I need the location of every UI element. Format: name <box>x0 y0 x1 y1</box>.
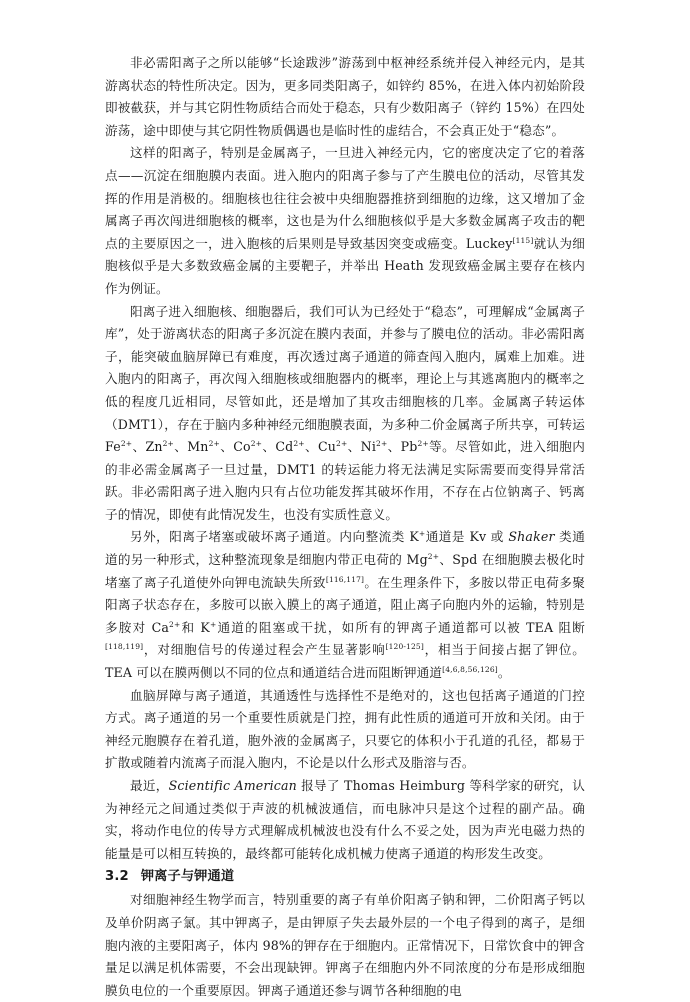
ion-charge: 2+ <box>250 439 263 449</box>
text-run: 。 <box>497 665 511 681</box>
citation: [4,6,8,56,126] <box>442 665 498 675</box>
text-run: 对细胞神经生物学而言，特别重要的离子有单价阳离子钠和钾，二价阳离子钙以及单价阴离子氯。其中钾离子，是由钾原子失去最外层的一个电子得到的离子，是细胞内液的主要阳离子，体内 98%的钾存在于细胞内。正常情况下，日常饮食中的钾含量足以满足机体需要，不会出现缺钾。钾离子在细胞内外不同浓度的分布是形成细胞膜负电位的一个重要原因。钾离子通道还参与调节各种细胞的电 <box>105 892 585 998</box>
paragraph-5 <box>105 685 585 775</box>
ion-charge: 2+ <box>120 439 133 449</box>
text-run: 血脑屏障与离子通道，其通透性与选择性不是绝对的，这也包括离子通道的门控方式。离子通道的另一个重要性质就是门控，拥有此性质的通道可开放和关闭。由于神经元胞膜存在着孔道，胞外液的金属离子，只要它的体积小于孔道的孔径，都易于扩散或随着内流离子而混入胞内，不论是以什么形式及脂溶与否。 <box>105 687 585 771</box>
document-page <box>105 52 585 1002</box>
text-run: ，对细胞信号的传递过程会产生显著影响 <box>143 642 386 658</box>
section-heading <box>105 865 585 889</box>
text-run: 通道的阻塞或干扰，如所有的钾离子通道都可以被 TEA 阻断 <box>216 619 585 635</box>
text-run: 阳离子进入细胞核、细胞器后，我们可认为已经处于“稳态”，可理解成“金属离子库”，处于游离状态的阳离子多沉淀在膜内表面，并参与了膜电位的活动。非必需阳离子，能突破血脑屏障已有难度，再次透过离子通道的筛查闯入胞内，属难上加难。进入胞内的阳离子，再次闯入细胞核或细胞器内的概率，理论上与其逃离胞内的概率之低的程度几近相同，尽管如此，还是增加了其攻击细胞核的几率。金属离子转运体（DMT1），存在于脑内多种神经元细胞膜表面，为多种二价金属离子所共享，可转运 Fe <box>105 303 585 455</box>
paragraph-6 <box>105 775 585 865</box>
text-run: 通道是 Kv 或 <box>425 529 509 545</box>
italic-term: Shaker <box>508 529 555 545</box>
ion-charge: 2+ <box>169 619 181 629</box>
paragraph-2 <box>105 142 585 300</box>
paragraph-1 <box>105 52 585 142</box>
text-run: 另外，阳离子堵塞或破坏离子通道。内向整流类 K <box>130 529 419 545</box>
text-run: 等。尽管如此，进入细胞内的非必需金属离子一旦过量，DMT1 的转运能力将无法满足实际需要而变得异常活跃。非必需阳离子进入胞内只有占位功能发挥其破坏作用，不存在占位钠离子、钙离子的情况，即使有此情况发生，也没有实质性意义。 <box>105 439 585 522</box>
ion-charge: + <box>210 619 217 629</box>
ion-charge: 2+ <box>162 439 174 449</box>
text-run: 报导了 Thomas Heimburg 等科学家的研究，认为神经元之间通过类似于声波的机械波通信，而电脉冲只是这个过程的副产品。确实，将动作电位的传导方式理解成机械波也没有什么不妥之处，因为声光电磁力热的能量是可以相互转换的，最终都可能转化成机械力使离子通道的构形发生改变。 <box>105 778 585 861</box>
ion-charge: + <box>418 529 426 539</box>
text-run: 、Co <box>219 439 251 455</box>
citation: [118,119] <box>105 642 144 652</box>
ion-charge: 2+ <box>208 439 220 449</box>
text-run: 、Spd 在细胞膜去极化时堵塞了离子孔道使外向钾电流缺失所致 <box>105 552 585 590</box>
text-run: 类通道的另一种形式，这种整流现象是细胞内带正电荷的 Mg <box>105 529 585 568</box>
paragraph-4 <box>105 526 585 684</box>
ion-charge: 2+ <box>427 552 440 562</box>
text-run: 这样的阳离子，特别是金属离子，一旦进入神经元内，它的密度决定了它的着落点——沉淀在细胞膜内表面。进入胞内的阳离子参与了产生膜电位的活动，尽管其发挥的作用是消极的。细胞核也往往会被中央细胞器推挤到细胞的边缘，这又增加了金属离子再次闯进细胞核的概率，这也是为什么细胞核似乎是大多数金属离子攻击的靶点的主要原因之一，进入胞核的后果则是导致基因突变或癌变。Luckey <box>105 145 585 251</box>
section-number: 3.2 <box>105 869 129 885</box>
text-run: 。在生理条件下，多胺以带正电荷多聚阳离子状态存在，多胺可以嵌入膜上的离子通道，阻止离子向胞内外的运输，特别是多胺对 Ca <box>105 574 585 635</box>
ion-charge: 2+ <box>293 439 305 449</box>
text-run: 、Pb <box>387 439 418 455</box>
text-run: 、Cd <box>262 439 294 455</box>
text-run: 、Mn <box>173 439 209 455</box>
section-title: 钾离子与钾通道 <box>140 869 235 885</box>
text-run: 就认为细胞核似乎是大多数致癌金属的主要靶子，并举出 Heath 发现致癌金属主要存在核内作为例证。 <box>105 235 585 296</box>
italic-term: Scientific American <box>168 778 297 793</box>
ion-charge: 2+ <box>376 439 388 449</box>
ion-charge: 2+ <box>417 439 429 449</box>
text-run: 、Cu <box>304 439 337 455</box>
paragraph-3 <box>105 301 585 527</box>
ion-charge: 2+ <box>336 439 348 449</box>
citation: [115] <box>512 235 534 245</box>
citation: [116,117] <box>325 574 365 584</box>
text-run: 最近， <box>130 778 169 793</box>
text-run: 、Zn <box>132 439 163 455</box>
citation: [120-125] <box>385 642 424 652</box>
text-run: 和 K <box>180 619 210 635</box>
text-run: 非必需阳离子之所以能够“长途跋涉”游荡到中枢神经系统并侵入神经元内，是其游离状态的特性所决定。因为，更多同类阳离子，如锌约 85%，在进入体内初始阶段即被截获，并与其它阴性物质结合而处于稳态，只有少数阳离子（锌约 15%）在四处游荡，途中即使与其它阴性物质偶遇也是临时性的虚结合，不会真正处于“稳态”。 <box>105 55 585 138</box>
text-run: ，相当于间接占据了钾位。TEA 可以在膜两侧以不同的位点和通道结合进而阻断钾通道 <box>105 642 585 681</box>
text-run: 、Ni <box>347 439 377 455</box>
paragraph-7 <box>105 889 585 1002</box>
